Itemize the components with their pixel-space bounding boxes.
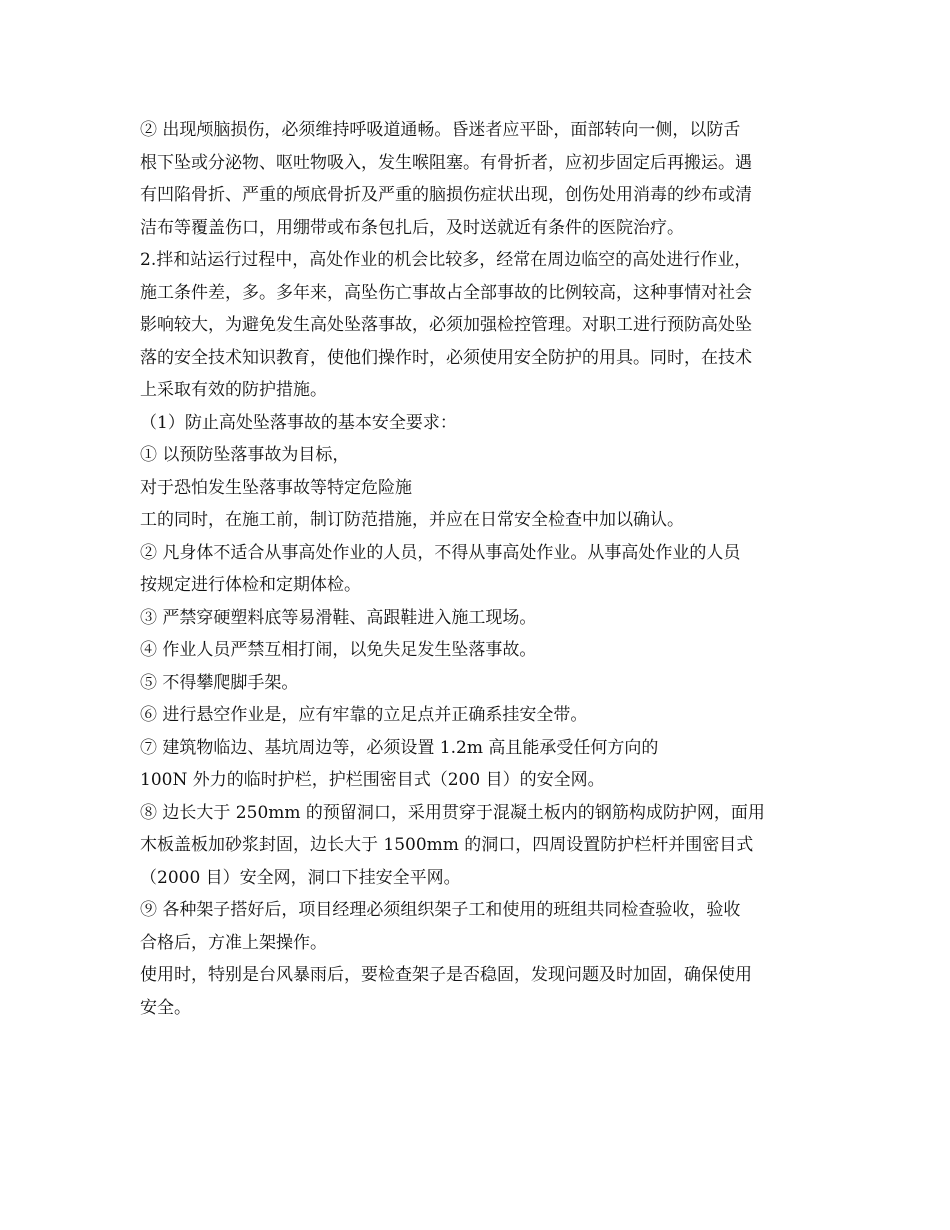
text-line: ⑧ 边长大于 250mm 的预留洞口，采用贯穿于混凝土板内的钢筋构成防护网，面用 <box>140 802 765 823</box>
text-line: ② 出现颅脑损伤，必须维持呼吸道通畅。昏迷者应平卧，面部转向一侧，以防舌 <box>140 120 741 140</box>
text-line: 洁布等覆盖伤口，用绷带或布条包扎后，及时送就近有条件的医院治疗。 <box>140 217 684 238</box>
text-line: ⑦ 建筑物临边、基坑周边等，必须设置 1.2m 高且能承受任何方向的 <box>140 737 659 758</box>
text-line: ③ 严禁穿硬塑料底等易滑鞋、高跟鞋进入施工现场。 <box>140 607 537 628</box>
text-line: 100N 外力的临时护栏，护栏围密目式（200 目）的安全网。 <box>140 770 605 790</box>
text-line: 上采取有效的防护措施。 <box>140 380 327 400</box>
text-line: 使用时，特别是台风暴雨后，要检查架子是否稳固，发现问题及时加固，确保使用 <box>140 965 752 985</box>
text-line: ⑤ 不得攀爬脚手架。 <box>140 672 299 693</box>
text-line: 落的安全技术知识教育，使他们操作时，必须使用安全防护的用具。同时，在技术 <box>140 347 752 368</box>
text-line: 施工条件差，多。多年来，高坠伤亡事故占全部事故的比例较高，这种事情对社会 <box>140 282 752 303</box>
text-line: 对于恐怕发生坠落事故等特定危险施 <box>140 477 412 498</box>
text-line: ⑥ 进行悬空作业是，应有牢靠的立足点并正确系挂安全带。 <box>140 705 588 725</box>
text-line: 工的同时，在施工前，制订防范措施，并应在日常安全检查中加以确认。 <box>140 510 684 530</box>
text-line: 安全。 <box>140 997 191 1018</box>
text-line: 木板盖板加砂浆封固，边长大于 1500mm 的洞口，四周设置防护栏杆并围密目式 <box>140 835 754 855</box>
text-line: ④ 作业人员严禁互相打闹，以免失足发生坠落事故。 <box>140 640 537 660</box>
text-line: 2.拌和站运行过程中，高处作业的机会比较多，经常在周边临空的高处进行作业， <box>140 250 752 270</box>
text-line: ① 以预防坠落事故为目标， <box>140 445 350 465</box>
text-line: （1）防止高处坠落事故的基本安全要求： <box>140 412 457 433</box>
text-line: 合格后，方准上架操作。 <box>140 932 327 953</box>
text-line: ② 凡身体不适合从事高处作业的人员，不得从事高处作业。从事高处作业的人员 <box>140 542 741 563</box>
text-line: 影响较大，为避免发生高处坠落事故，必须加强检控管理。对职工进行预防高处坠 <box>140 315 752 335</box>
document-body <box>140 114 820 1024</box>
text-line: 根下坠或分泌物、呕吐物吸入，发生喉阻塞。有骨折者，应初步固定后再搬运。遇 <box>140 152 752 173</box>
text-line: 有凹陷骨折、严重的颅底骨折及严重的脑损伤症状出现，创伤处用消毒的纱布或清 <box>140 185 752 205</box>
text-line: （2000 目）安全网，洞口下挂安全平网。 <box>140 867 461 888</box>
text-line: 按规定进行体检和定期体检。 <box>140 575 361 595</box>
text-line: ⑨ 各种架子搭好后，项目经理必须组织架子工和使用的班组共同检查验收，验收 <box>140 900 741 920</box>
